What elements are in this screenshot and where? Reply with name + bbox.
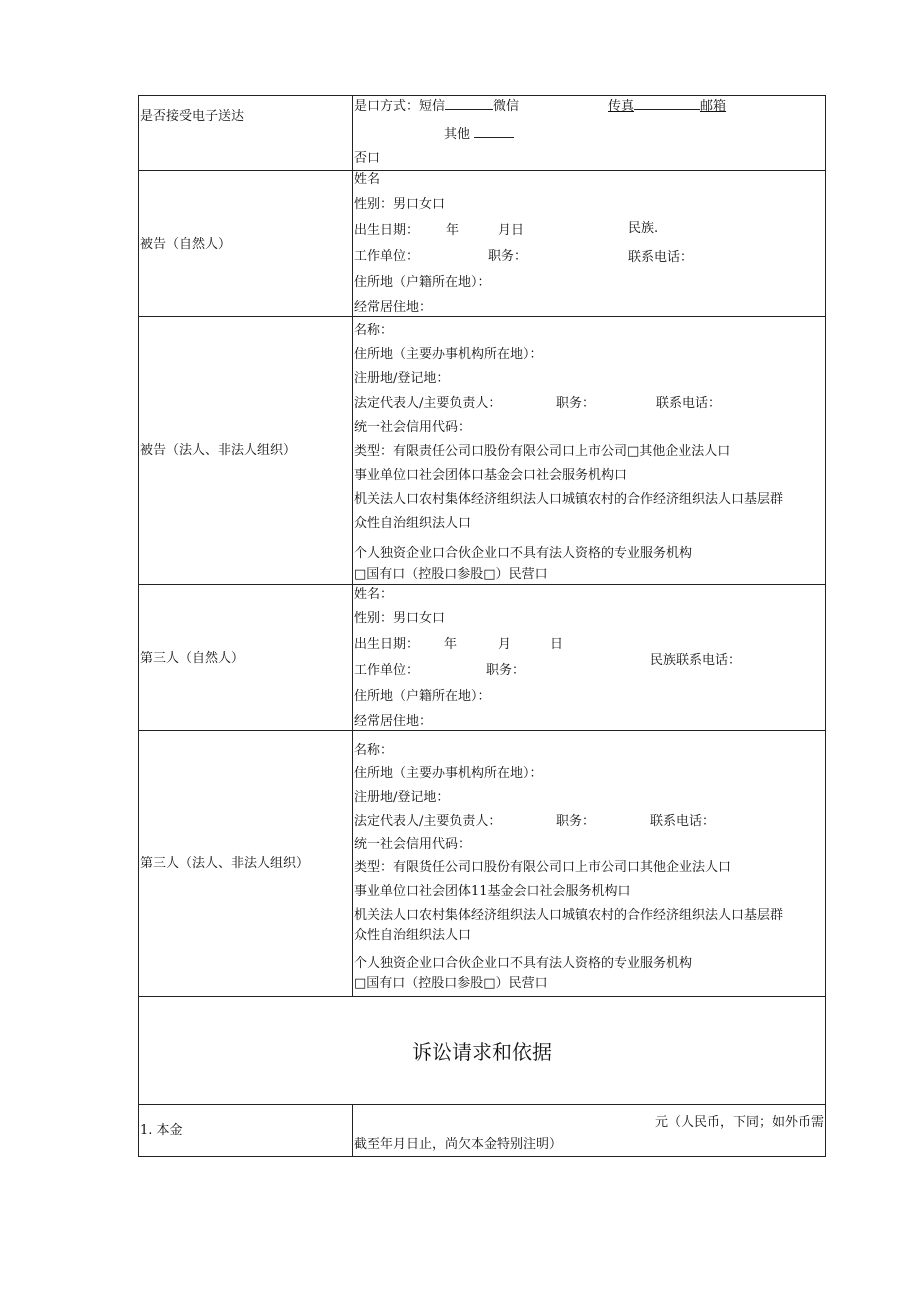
section-heading: 诉讼请求和依据 (412, 1040, 552, 1064)
do-type-line-1[interactable]: 类型：有限责任公司口股份有限公司口上市公司□其他企业法人口 (354, 444, 731, 459)
to-rep: 法定代表人/主要负责人： (354, 814, 502, 829)
do-credit: 统一社会信用代码： (354, 420, 472, 435)
to-type-line-3[interactable]: 机关法人口农村集体经济组织法人口城镇农村的合作经济组织法人口基层群 (354, 908, 784, 923)
dp-year: 年 (446, 223, 460, 238)
to-type-line-6[interactable]: □国有口（控股口参股□）民营口 (354, 976, 548, 991)
do-type-line-5[interactable]: 个人独资企业口合伙企业口不具有法人资格的专业服务机构 (354, 546, 693, 561)
other-label: 其他 (444, 127, 471, 142)
defendant-org-label: 被告（法人、非法人组织） (140, 443, 297, 458)
do-type-line-4[interactable]: 众性自治组织法人口 (354, 516, 472, 531)
electronic-yes-methods (354, 97, 519, 115)
principal-label: 1. 本金 (140, 1123, 183, 1138)
to-position: 职务： (556, 814, 596, 829)
to-type-line-2[interactable]: 事业单位口社会团体11基金会口社会服务机构口 (354, 884, 631, 899)
fax-email-options (608, 97, 726, 115)
do-type-line-3[interactable]: 机关法人口农村集体经济组织法人口城镇农村的合作经济组织法人口基层群 (354, 492, 784, 507)
dp-residence: 经常居住地： (354, 300, 433, 315)
email-label: 邮箱 (700, 99, 727, 114)
to-type-line-5[interactable]: 个人独资企业口合伙企业口不具有法人资格的专业服务机构 (354, 956, 693, 971)
tp-domicile: 住所地（户籍所在地）： (354, 689, 491, 704)
column-divider (352, 1104, 353, 1157)
wechat-label: 微信 (493, 99, 520, 114)
dp-ethnicity: 民族. (628, 221, 659, 236)
do-phone: 联系电话： (656, 396, 722, 411)
row-divider (138, 170, 826, 171)
row-divider (138, 95, 826, 96)
electronic-service-label: 是否接受电子送达 (140, 109, 245, 124)
third-person-label: 第三人（自然人） (140, 651, 245, 666)
dp-monthday: 月日 (498, 223, 525, 238)
defendant-person-label: 被告（自然人） (140, 237, 232, 252)
to-type-line-1[interactable]: 类型：有限货任公司口股份有限公司口上市公司口其他企业法人口 (354, 860, 732, 875)
to-type-line-4[interactable]: 众性自治组织法人口 (354, 928, 472, 943)
row-divider (138, 730, 826, 731)
principal-line-1: 元（人民币，下同；如外币需 (654, 1115, 824, 1130)
tp-employer: 工作单位： (354, 663, 420, 678)
other-blank[interactable] (474, 125, 514, 138)
do-rep: 法定代表人/主要负责人： (354, 396, 502, 411)
fax-label: 传真 (608, 99, 635, 114)
fax-blank[interactable] (634, 97, 700, 110)
column-divider (352, 95, 353, 997)
dp-name: 姓名 (354, 172, 381, 187)
do-type-line-6[interactable]: □国有口（控股口参股□）民营口 (354, 567, 548, 582)
to-registered: 注册地/登记地： (354, 790, 450, 805)
third-org-label: 第三人（法人、非法人组织） (140, 856, 310, 871)
other-option (444, 125, 514, 143)
tp-day: 日 (550, 637, 564, 652)
electronic-no-option[interactable]: 否口 (354, 151, 381, 166)
complaint-form-table (138, 95, 826, 1157)
tp-dob-label: 出生日期： (354, 637, 420, 652)
tp-ethnicity-phone: 民族联系电话： (650, 653, 742, 668)
tp-position: 职务： (486, 663, 526, 678)
dp-phone: 联系电话： (628, 250, 694, 265)
row-divider (138, 1156, 826, 1157)
tp-year: 年 (444, 637, 458, 652)
dp-gender[interactable]: 性别：男口女口 (354, 197, 446, 212)
to-credit: 统一社会信用代码： (354, 837, 472, 852)
tp-name: 姓名： (354, 587, 394, 602)
do-address: 住所地（主要办事机构所在地）： (354, 347, 543, 362)
tp-residence: 经常居住地： (354, 714, 433, 729)
do-name: 名称： (354, 323, 394, 338)
dp-position: 职务： (488, 249, 528, 264)
electronic-yes-label: 是口方式：短信 (354, 99, 446, 114)
tp-gender[interactable]: 性别：男口女口 (354, 611, 446, 626)
do-type-line-2[interactable]: 事业单位口社会团体口基金会口社会服务机构口 (354, 468, 628, 483)
row-divider (138, 316, 826, 317)
tp-month: 月 (498, 637, 512, 652)
table-left-border (138, 95, 139, 1157)
row-divider (138, 996, 826, 997)
table-right-border (825, 95, 826, 1157)
dp-dob-label: 出生日期： (354, 223, 420, 238)
to-address: 住所地（主要办事机构所在地）： (354, 766, 543, 781)
row-divider (138, 1104, 826, 1105)
sms-blank[interactable] (445, 97, 493, 110)
do-position: 职务： (556, 396, 596, 411)
dp-domicile: 住所地（户籍所在地）： (354, 275, 491, 290)
to-name: 名称： (354, 743, 394, 758)
to-phone: 联系电话： (650, 814, 716, 829)
row-divider (138, 584, 826, 585)
principal-line-2: 截至年月日止，尚欠本金特别注明） (354, 1137, 563, 1152)
do-registered: 注册地/登记地： (354, 371, 450, 386)
dp-employer: 工作单位： (354, 249, 420, 264)
